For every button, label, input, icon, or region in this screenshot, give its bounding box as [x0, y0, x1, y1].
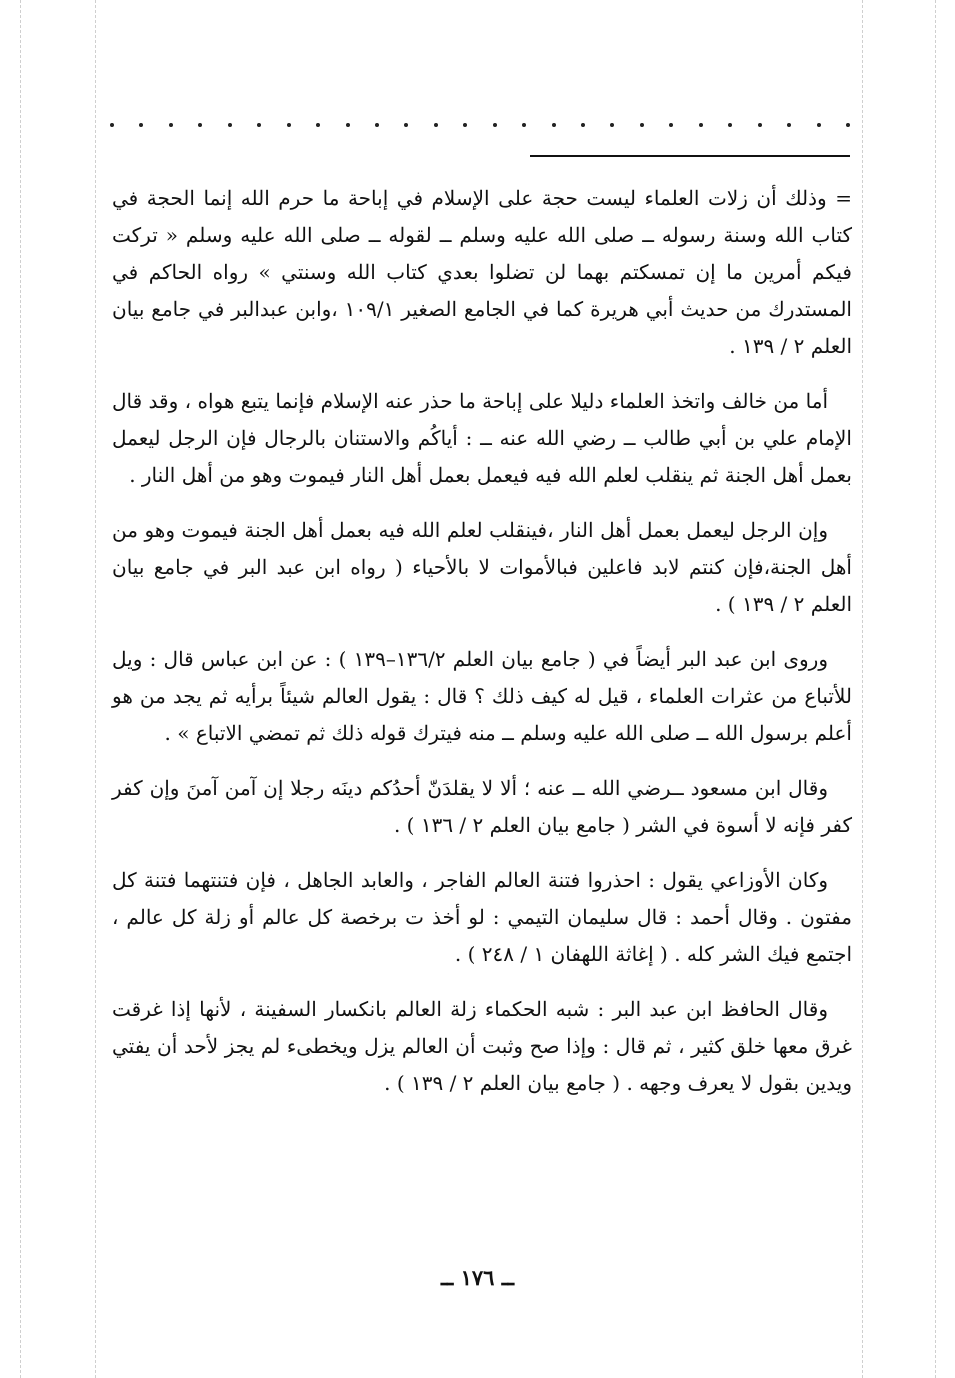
separator-dot — [198, 123, 202, 127]
separator-dot — [287, 123, 291, 127]
separator-dot — [493, 123, 497, 127]
separator-dot — [758, 123, 762, 127]
right-inner-guide — [862, 0, 863, 1378]
separator-dot — [817, 123, 821, 127]
separator-dot — [846, 123, 850, 127]
paragraph-6: وكان الأوزاعي يقول : احذروا فتنة العالم الفاجر ، والعابد الجاهل ، فإن فتنتهما فتنة كل مفتون . وقال أحمد : قال سليمان التيمي : لو أخذ ت برخصة كل عالم أو زلة كل عالم ، اجتمع فيك الشر كله . ( إغاثة اللهفان ١ / ٢٤٨ ) . — [112, 868, 852, 966]
separator-dot — [463, 123, 467, 127]
paragraph-3: وإن الرجل ليعمل بعمل أهل النار ،فينقلب لعلم الله فيه بعمل أهل الجنة فيموت وهو من أهل الجنة،فإن كنتم لابد فاعلين فبالأموات لا بالأحياء ( رواه ابن عبد البر في جامع بيان العلم ٢ / ١٣٩ ) . — [112, 518, 852, 616]
paragraph-2: أما من خالف واتخذ العلماء دليلا على إباحة ما حذر عنه الإسلام فإنما يتبع هواه ، وقد قال الإمام علي بن أبي طالب ــ رضي الله عنه ــ : أياكُم والاستنان بالرجال فإن الرجل ليعمل بعمل أهل الجنة ثم ينقلب لعلم الله فيه فيعمل بعمل أهل النار فيموت وهو من أهل النار . — [112, 389, 852, 487]
paragraph-1: = وذلك أن زلات العلماء ليست حجة على الإسلام في إباحة ما حرم الله إنما الحجة في كتاب الله وسنة رسوله ــ صلى الله عليه وسلم ــ لقوله ــ صلى الله عليه وسلم « تركت فيكم أمرين ما إن تمسكتم بهما لن تضلوا بعدي كتاب الله وسنتي » رواه الحاكم في المستدرك من حديث أبي هريرة كما في الجامع الصغير ١٠٩/١ ،وابن عبدالبر في جامع بيان العلم ٢ / ١٣٩ . — [112, 186, 853, 358]
separator-dot — [375, 123, 379, 127]
left-edge-guide — [20, 0, 21, 1378]
separator-dot — [787, 123, 791, 127]
separator-dot — [316, 123, 320, 127]
separator-dot — [581, 123, 585, 127]
page-number: ــ ١٧٦ ــ — [440, 1265, 515, 1290]
separator-dot — [610, 123, 614, 127]
separator-dot — [257, 123, 261, 127]
left-inner-guide — [95, 0, 96, 1378]
separator-dot — [404, 123, 408, 127]
separator-dot — [552, 123, 556, 127]
paragraph-4: وروى ابن عبد البر أيضاً في ( جامع بيان العلم ١٣٦/٢–١٣٩ ) : عن ابن عباس قال : ويل للأتباع من عثرات العلماء ، قيل له كيف ذلك ؟ قال : يقول العالم شيئاً برأيه ثم يجد من هو أعلم برسول الله ــ صلى الله عليه وسلم ــ منه فيترك قوله ذلك ثم تمضي الاتباع » . — [112, 647, 852, 745]
paragraph-5: وقال ابن مسعود ــرضي الله ــ عنه ؛ ألا لا يقلدَنّ أحدُكم دينَه رجلا إن آمن آمنَ وإن كفر كفر فإنه لا أسوة في الشر ( جامع بيان العلم ٢ / ١٣٦ ) . — [112, 776, 852, 837]
separator-dot — [728, 123, 732, 127]
separator-dot — [346, 123, 350, 127]
separator-dot — [522, 123, 526, 127]
separator-dot — [139, 123, 143, 127]
separator-dot — [699, 123, 703, 127]
footnote-text — [112, 180, 852, 1120]
separator-dot — [669, 123, 673, 127]
separator-dot — [228, 123, 232, 127]
right-edge-guide — [935, 0, 936, 1378]
dotted-separator — [110, 118, 850, 132]
separator-dot — [169, 123, 173, 127]
footnote-rule — [530, 155, 850, 157]
separator-dot — [640, 123, 644, 127]
separator-dot — [110, 123, 114, 127]
paragraph-7: وقال الحافظ ابن عبد البر : شبه الحكماء زلة العالم بانكسار السفينة ، لأنها إذا غرقت غرق معها خلق كثير ، ثم قال : وإذا صح وثبت أن العالم يزل ويخطىء لم يجز لأحد أن يفتي ويدين بقول لا يعرف وجهه . ( جامع بيان العلم ٢ / ١٣٩ ) . — [112, 997, 852, 1095]
separator-dot — [434, 123, 438, 127]
